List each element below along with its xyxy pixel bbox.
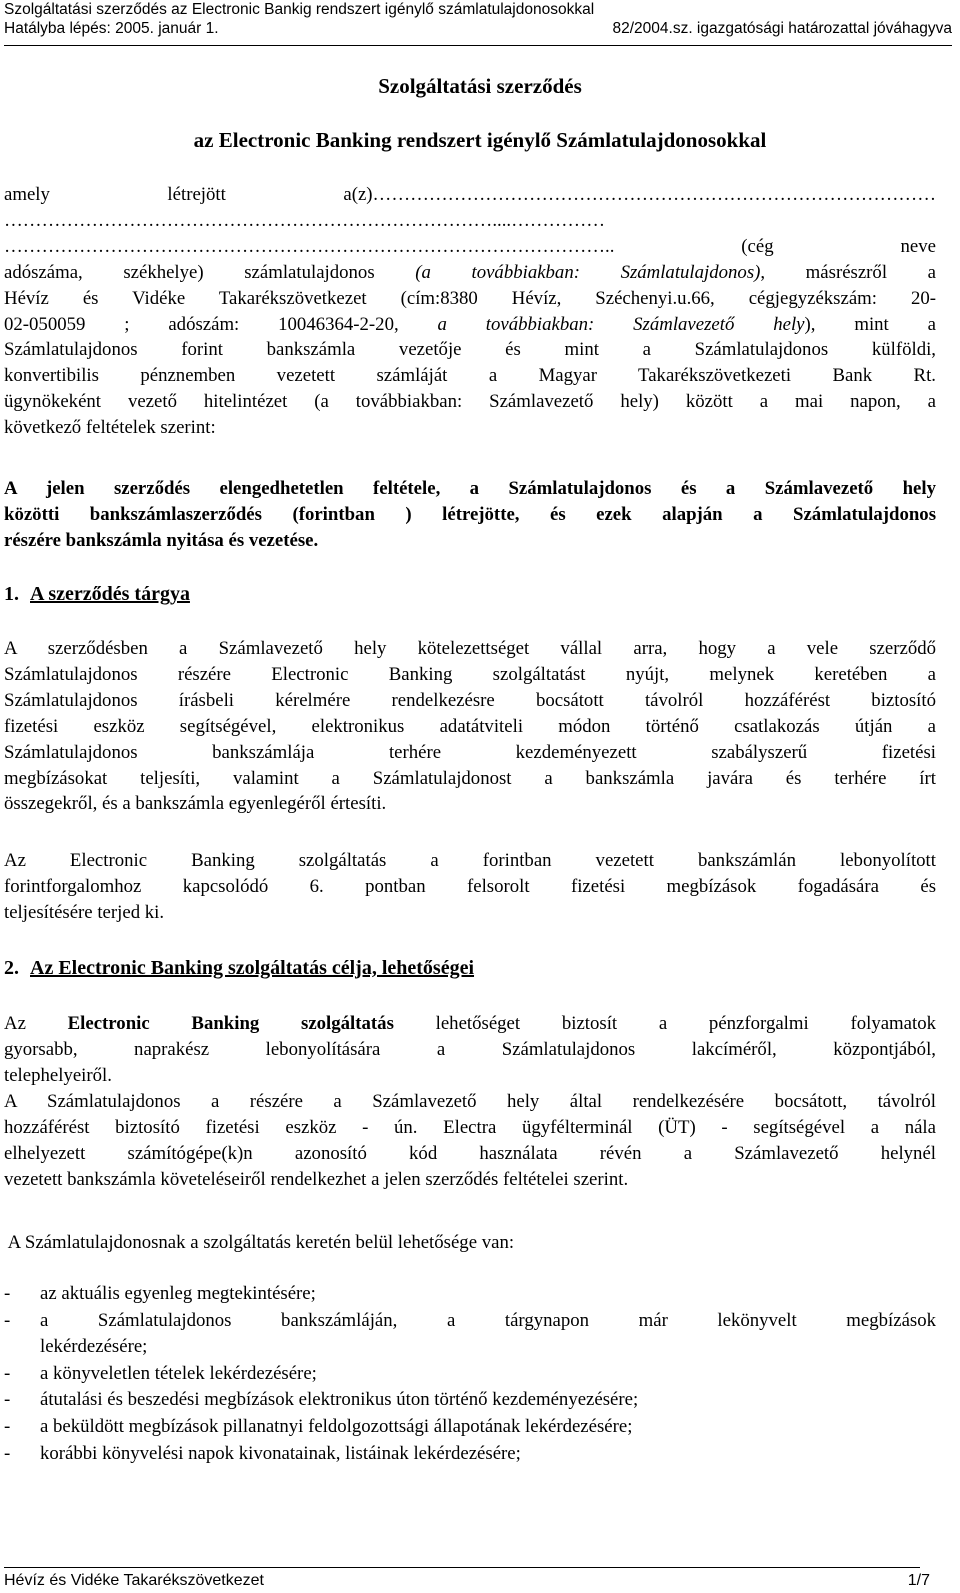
section-number: 1.: [4, 583, 19, 605]
intro-line: következő feltételek szerint:: [4, 417, 216, 439]
condition-line: részére bankszámla nyitása és vezetése.: [4, 529, 319, 551]
intro-line: Hévíz és Vidéke Takarékszövetkezet (cím:8380 Hévíz, Széchenyi.u.66, cégjegyzékszám: 20-: [4, 287, 936, 309]
paragraph-line: A Számlatulajdonos a részére a Számlavezető hely által rendelkezésére bocsátott, távolról: [4, 1091, 936, 1112]
intro-line: …………………………………………………………………………………….. (cég neve: [4, 235, 936, 257]
section-1-paragraph-1: [4, 636, 936, 817]
footer-organization: Hévíz és Vidéke Takarékszövetkezet: [4, 1572, 264, 1589]
footer-divider: [4, 1567, 920, 1568]
list-item: - a könyveletlen tételek lekérdezésére;: [4, 1362, 317, 1384]
section-number: 2.: [4, 957, 19, 979]
list-item: - a beküldött megbízások pillanatnyi feldolgozottsági állapotának lekérdezésére;: [4, 1415, 633, 1437]
paragraph-line: Számlatulajdonos részére Electronic Banking szolgáltatást nyújt, melynek keretében a: [4, 663, 936, 685]
header-effective-date: Hatályba lépés: 2005. január 1.: [4, 20, 219, 37]
section-2-paragraph-2: [4, 1089, 936, 1193]
intro-paragraph: [4, 182, 936, 441]
section-1-paragraph-2: [4, 848, 936, 926]
intro-line: 02-050059 ; adószám: 10046364-2-20, a továbbiakban: Számlavezető hely), mint a: [4, 313, 936, 335]
paragraph-line: Számlatulajdonos bankszámlája terhére kezdeményezett szabályszerű fizetési: [4, 741, 936, 763]
section-2-paragraph-1: [4, 1011, 936, 1089]
paragraph-line: vezetett bankszámla követeléseiről rendelkezhet a jelen szerződés feltételei szerint.: [4, 1168, 629, 1190]
condition-paragraph: [4, 476, 936, 554]
document-header: [4, 0, 952, 38]
paragraph-line: gyorsabb, naprakész lebonyolítására a Számlatulajdonos lakcíméről, központjából,: [4, 1038, 936, 1060]
possibilities-list: [4, 1281, 936, 1467]
document-footer: [4, 1572, 930, 1590]
paragraph-line: elhelyezett számítógépe(k)n azonosító kód használata révén a Számlavezető helynél: [4, 1142, 936, 1164]
section-title: A szerződés tárgya: [30, 583, 190, 605]
paragraph-line: fizetési eszköz segítségével, elektronikus adatátviteli módon történő csatlakozás útján a: [4, 715, 936, 737]
list-item: - az aktuális egyenleg megtekintésére;: [4, 1283, 316, 1304]
paragraph-line: hozzáférést biztosító fizetési eszköz - ún. Electra ügyfélterminál (ÜT) - segítségével a nála: [4, 1116, 936, 1138]
paragraph-line: teljesítésére terjed ki.: [4, 901, 165, 923]
page-subtitle: az Electronic Banking rendszert igénylő Számlatulajdonosokkal: [193, 128, 767, 152]
condition-line: közötti bankszámlaszerződés (forintban ) létrejötte, és ezek alapján a Számlatulajdonos: [4, 503, 936, 525]
intro-line: ……………………………………………………………………....……………: [4, 209, 605, 231]
paragraph-line: forintforgalomhoz kapcsolódó 6. pontban felsorolt fizetési megbízások fogadására és: [4, 875, 936, 897]
condition-line: A jelen szerződés elengedhetetlen feltétele, a Számlatulajdonos és a Számlavezető hely: [4, 478, 936, 499]
paragraph-line: A szerződésben a Számlavezető hely kötelezettséget vállal arra, hogy a vele szerződő: [4, 638, 936, 659]
section-2-paragraph-3: A Számlatulajdonosnak a szolgáltatás keretén belül lehetősége van:: [4, 1232, 515, 1253]
intro-line: amely létrejött a(z)………………………………………………………………………………: [4, 184, 936, 205]
intro-line: adószáma, székhelye) számlatulajdonos (a továbbiakban: Számlatulajdonos), másrészről a: [4, 261, 936, 283]
paragraph-line: összegekről, és a bankszámla egyenlegéről értesíti.: [4, 793, 387, 815]
intro-line: ügynökeként vezető hitelintézet (a továbbiakban: Számlavezető hely) között a mai napon, a: [4, 391, 936, 413]
header-title: Szolgáltatási szerződés az Electronic Bankig rendszert igénylő számlatulajdonosokkal: [4, 1, 595, 18]
list-item: - korábbi könyvelési napok kivonatainak, listáinak lekérdezésére;: [4, 1442, 521, 1464]
header-divider: [4, 45, 952, 46]
paragraph-line: Számlatulajdonos írásbeli kérelmére rendelkezésre bocsátott távolról hozzáférést biztosító: [4, 689, 936, 711]
intro-line: Számlatulajdonos forint bankszámla vezetője és mint a Számlatulajdonos külföldi,: [4, 339, 936, 361]
paragraph-line: telephelyeiről.: [4, 1064, 112, 1086]
page-number: 1/7: [907, 1572, 930, 1589]
intro-line: konvertibilis pénznemben vezetett számláját a Magyar Takarékszövetkezeti Bank Rt.: [4, 365, 936, 387]
paragraph-line: megbízásokat teljesíti, valamint a Számlatulajdonost a bankszámla javára és terhére írt: [4, 767, 936, 789]
page-title: Szolgáltatási szerződés: [378, 74, 582, 98]
list-item: - a Számlatulajdonos bankszámláján, a tárgynapon már lekönyvelt megbízások lekérdezésére;: [4, 1309, 936, 1358]
header-approval: 82/2004.sz. igazgatósági határozattal jóváhagyva: [612, 20, 952, 37]
list-item: - átutalási és beszedési megbízások elektronikus úton történő kezdeményezésére;: [4, 1389, 639, 1411]
section-title: Az Electronic Banking szolgáltatás célja, lehetőségei: [30, 957, 475, 979]
paragraph-line: Az Electronic Banking szolgáltatás a forintban vezetett bankszámlán lebonyolított: [4, 850, 936, 871]
section-1-heading: [4, 582, 190, 607]
paragraph-line: Az Electronic Banking szolgáltatás lehetőséget biztosít a pénzforgalmi folyamatok: [4, 1013, 936, 1034]
section-2-heading: [4, 956, 474, 981]
